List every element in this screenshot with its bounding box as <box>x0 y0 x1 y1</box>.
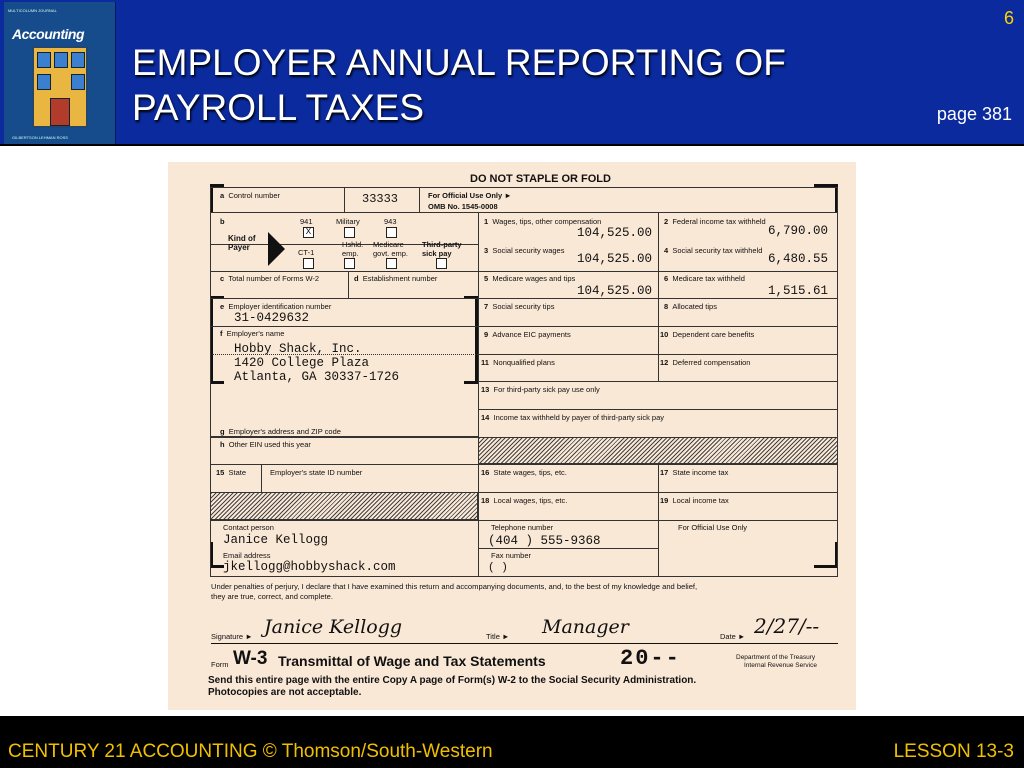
perjury-statement-line2: they are true, correct, and complete. <box>211 592 333 601</box>
signature-label: Signature ► <box>211 632 253 641</box>
box-4-value[interactable]: 6,480.55 <box>767 252 828 266</box>
box-12-label: 12 Deferred compensation <box>660 358 751 367</box>
contact-person-field[interactable]: Janice Kellogg <box>223 533 329 547</box>
box-e-label: e Employer identification number <box>220 302 332 311</box>
box-c-label: c Total number of Forms W-2 <box>220 274 320 283</box>
payer-hshld-checkbox[interactable] <box>344 258 355 269</box>
corner-bracket <box>210 542 224 568</box>
date-value[interactable]: 2/27/-- <box>754 614 820 638</box>
box-g-label: g Employer's address and ZIP code <box>220 427 341 436</box>
name-address-divider <box>212 354 478 355</box>
control-number-field[interactable]: 33333 <box>362 192 399 206</box>
dept-treasury-line2: Internal Revenue Service <box>744 662 817 669</box>
book-cover-authors: GILBERTSON LEHMAN ROSS <box>12 135 68 140</box>
box-10-label: 10 Dependent care benefits <box>660 330 755 339</box>
payer-third-party-label: Third-party sick pay <box>422 240 462 258</box>
date-label: Date ► <box>720 632 746 641</box>
form-w3 <box>168 162 856 710</box>
slide-number: 6 <box>1003 8 1014 28</box>
title-value[interactable]: Manager <box>542 616 629 638</box>
footer-copyright: CENTURY 21 ACCOUNTING © Thomson/South-Western <box>8 741 493 762</box>
footer-lesson: LESSON 13-3 <box>893 741 1014 762</box>
hatched-area <box>478 437 838 464</box>
box-4-label: 4 Social security tax withheld <box>664 246 763 255</box>
send-instructions-line2: Photocopies are not acceptable. <box>208 687 362 698</box>
box-d-label: d Establishment number <box>354 274 438 283</box>
box-17-label: 17 State income tax <box>660 468 729 477</box>
box-2-value[interactable]: 6,790.00 <box>767 224 828 238</box>
telephone-field[interactable]: (404 ) 555-9368 <box>488 534 601 548</box>
official-use-label: For Official Use Only ► <box>428 191 512 200</box>
book-cover-image <box>4 2 116 144</box>
box-15-state-id-label: Employer's state ID number <box>270 468 363 477</box>
do-not-staple-notice: DO NOT STAPLE OR FOLD <box>470 173 611 185</box>
box-9-label: 9 Advance EIC payments <box>484 330 571 339</box>
slide-title-line2: PAYROLL TAXES <box>132 87 425 128</box>
corner-bracket <box>814 184 838 212</box>
payer-hshld-label: Hshld. emp. <box>342 240 364 258</box>
payer-ct1-checkbox[interactable] <box>303 258 314 269</box>
box-7-label: 7 Social security tips <box>484 302 555 311</box>
corner-bracket <box>814 542 838 568</box>
box-16-label: 16 State wages, tips, etc. <box>481 468 567 477</box>
box-1-value[interactable]: 104,525.00 <box>576 226 652 240</box>
box-b-letter: b <box>220 217 225 226</box>
telephone-label: Telephone number <box>491 523 554 532</box>
box-19-label: 19 Local income tax <box>660 496 729 505</box>
payer-941-checkbox[interactable]: X <box>303 227 314 238</box>
box-14-label: 14 Income tax withheld by payer of third-party sick pay <box>481 413 665 422</box>
email-field[interactable]: jkellogg@hobbyshack.com <box>223 560 396 574</box>
employer-street-field[interactable]: 1420 College Plaza <box>234 356 370 370</box>
box-2-label: 2 Federal income tax withheld <box>664 217 766 226</box>
arrow-right-icon <box>268 232 286 266</box>
employer-name-field[interactable]: Hobby Shack, Inc. <box>234 342 362 356</box>
fax-field[interactable]: ( ) <box>488 562 508 574</box>
fax-label: Fax number <box>491 551 532 560</box>
contact-person-label: Contact person <box>223 523 274 532</box>
box-6-label: 6 Medicare tax withheld <box>664 274 745 283</box>
box-a-label: a Control number <box>220 191 281 200</box>
payer-943-label: 943 <box>384 217 397 226</box>
official-use-only-label: For Official Use Only <box>678 523 748 532</box>
box-1-label: 1 Wages, tips, other compensation <box>484 217 602 226</box>
book-cover-art <box>32 46 88 128</box>
send-instructions-line1: Send this entire page with the entire Copy A page of Form(s) W-2 to the Social Security Administration. <box>208 675 697 686</box>
form-year: 20-- <box>620 646 681 671</box>
box-15-label: 15 State <box>216 468 247 477</box>
signature-value[interactable]: Janice Kellogg <box>264 616 403 638</box>
box-13-label: 13 For third-party sick pay use only <box>481 385 600 394</box>
box-18-label: 18 Local wages, tips, etc. <box>481 496 568 505</box>
email-label: Email address <box>223 551 271 560</box>
form-word: Form <box>211 660 229 669</box>
box-11-label: 11 Nonqualified plans <box>481 358 555 367</box>
form-name: Transmittal of Wage and Tax Statements <box>278 653 546 669</box>
form-code: W-3 <box>233 648 268 669</box>
payer-941-label: 941 <box>300 217 313 226</box>
payer-medicare-checkbox[interactable] <box>386 258 397 269</box>
box-f-label: f Employer's name <box>220 329 285 338</box>
title-label: Title ► <box>486 632 510 641</box>
book-cover-publisher: MULTICOLUMN JOURNAL <box>8 8 57 13</box>
box-5-label: 5 Medicare wages and tips <box>484 274 576 283</box>
payer-military-checkbox[interactable] <box>344 227 355 238</box>
box-8-label: 8 Allocated tips <box>664 302 717 311</box>
box-h-label: h Other EIN used this year <box>220 440 311 449</box>
page-reference: page 381 <box>936 104 1012 124</box>
slide-header <box>0 0 1024 146</box>
payer-military-label: Military <box>336 217 360 226</box>
box-3-value[interactable]: 104,525.00 <box>576 252 652 266</box>
payer-third-party-checkbox[interactable] <box>436 258 447 269</box>
omb-number: OMB No. 1545-0008 <box>428 202 498 211</box>
box-6-value[interactable]: 1,515.61 <box>767 284 828 298</box>
dept-treasury-line1: Department of the Treasury <box>736 654 816 661</box>
ein-field[interactable]: 31-0429632 <box>234 311 310 325</box>
hatched-area <box>210 492 478 520</box>
employer-city-field[interactable]: Atlanta, GA 30337-1726 <box>234 370 400 384</box>
payer-943-checkbox[interactable] <box>386 227 397 238</box>
slide-title <box>132 40 786 130</box>
box-3-label: 3 Social security wages <box>484 246 565 255</box>
corner-bracket <box>464 296 478 384</box>
perjury-statement-line1: Under penalties of perjury, I declare that I have examined this return and accompanying documents, and, to the best of my knowledge and belief, <box>211 582 698 591</box>
payer-medicare-label: Medicare govt. emp. <box>373 240 409 258</box>
kind-of-payer-label: Kind of Payer <box>228 234 256 252</box>
slide-title-line1: EMPLOYER ANNUAL REPORTING OF <box>132 42 786 83</box>
book-cover-title: Accounting <box>12 26 84 42</box>
slide-footer <box>0 716 1024 768</box>
payer-ct1-label: CT-1 <box>298 248 315 257</box>
box-5-value[interactable]: 104,525.00 <box>576 284 652 298</box>
